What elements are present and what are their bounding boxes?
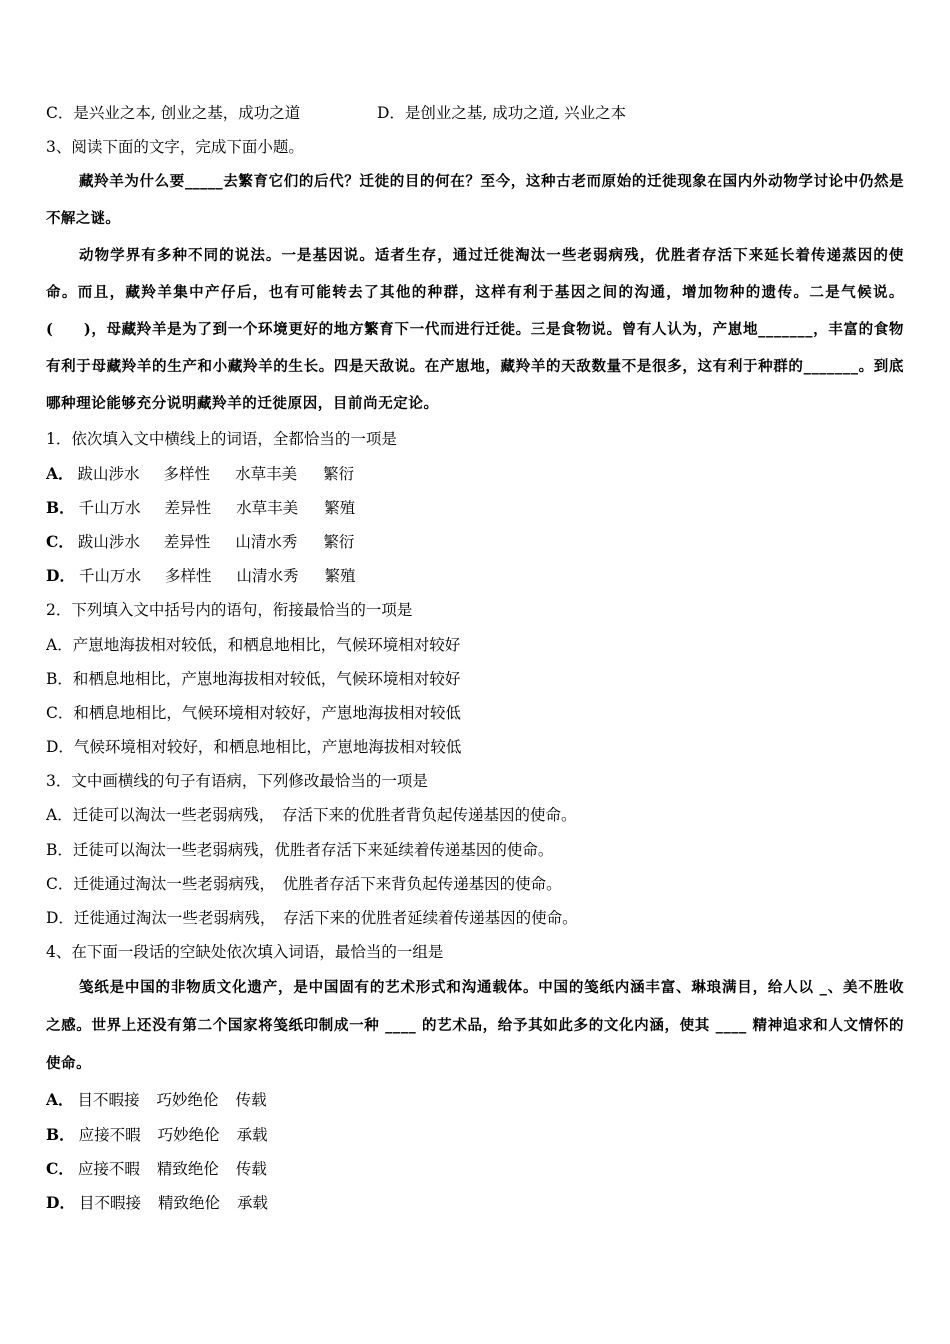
question-2-option-a: A．产崽地海拔相对较低，和栖息地相比，气候环境相对较好 (46, 635, 461, 654)
option-word: 多样性 (164, 567, 212, 586)
option-label: B． (46, 1124, 75, 1144)
question-1-option-d (46, 559, 904, 593)
question-3-option-d: D．迁徙通过淘汰一些老弱病残， 存活下来的优胜者延续着传递基因的使命。 (46, 909, 578, 927)
section-3-intro: 3、阅读下面的文字，完成下面小题。 (46, 138, 304, 157)
option-word: 千山万水 (78, 498, 141, 517)
question-1-option-b (46, 491, 904, 525)
option-word: 繁殖 (324, 498, 356, 517)
option-word: 传载 (235, 1159, 267, 1178)
option-word: 多样性 (163, 464, 211, 483)
option-word: 跋山涉水 (77, 532, 140, 551)
option-word: 水草丰美 (235, 464, 298, 483)
option-word: 千山万水 (78, 567, 141, 586)
option-word: 精致绝伦 (156, 1159, 219, 1178)
option-word: 承载 (236, 1125, 268, 1144)
option-word: 繁衍 (323, 532, 355, 551)
prev-option-c: C．是兴业之本, 创业之基，成功之道 (46, 104, 301, 122)
question-3-stem: 3．文中画横线的句子有语病，下列修改最恰当的一项是 (46, 772, 428, 791)
question-3-option-c: C．迁徙通过淘汰一些老弱病残， 优胜者存活下来背负起传递基因的使命。 (46, 874, 562, 893)
question-4-option-b (46, 1118, 904, 1152)
option-word: 应接不暇 (78, 1125, 141, 1144)
option-word: 水草丰美 (236, 498, 299, 517)
option-word: 山清水秀 (235, 532, 298, 551)
passage-paragraph-1: 藏羚羊为什么要_____去繁育它们的后代？迁徙的目的何在？至今，这种古老而原始的迁徙现象在国内外动物学讨论中仍然是不解之谜。 (46, 173, 904, 227)
question-4-passage: 笺纸是中国的非物质文化遗产，是中国固有的艺术形式和沟通载体。中国的笺纸内涵丰富、琳琅满目，给人以 _、美不胜收之感。世界上还没有第二个国家将笺纸印制成一种 ____ 的艺术品，给予其如此多的文化内涵，使其 ____ 精神追求和人文情怀的使命。 (46, 979, 904, 1073)
option-word: 差异性 (163, 532, 211, 551)
document-page (46, 96, 904, 1220)
option-word: 应接不暇 (77, 1159, 140, 1178)
question-4-option-c (46, 1152, 904, 1186)
option-word: 承载 (236, 1193, 268, 1212)
question-3-option-a: A．迁徒可以淘汰一些老弱病残， 存活下来的优胜者背负起传递基因的使命。 (46, 806, 577, 825)
option-label: A． (46, 463, 74, 483)
option-label: B． (46, 497, 75, 517)
question-3-option-b: B．迁徒可以淘汰一些老弱病残，优胜者存活下来延续着传递基因的使命。 (46, 840, 554, 859)
option-word: 差异性 (164, 498, 212, 517)
question-4-option-a (46, 1083, 904, 1117)
option-label: A． (46, 1090, 74, 1110)
option-word: 巧妙绝伦 (156, 1091, 219, 1110)
question-2-stem: 2．下列填入文中括号内的语句，衔接最恰当的一项是 (46, 601, 413, 620)
question-1-stem: 1．依次填入文中横线上的词语，全都恰当的一项是 (46, 430, 397, 449)
option-label: D． (46, 1192, 75, 1212)
question-4-option-d (46, 1186, 904, 1220)
question-1-option-c (46, 525, 904, 559)
option-label: D． (46, 566, 75, 586)
option-label: C． (46, 1158, 74, 1178)
option-word: 目不暇接 (77, 1091, 140, 1110)
question-2-option-c: C．和栖息地相比，气候环境相对较好，产崽地海拔相对较低 (46, 703, 461, 722)
option-word: 山清水秀 (236, 567, 299, 586)
question-1-option-a (46, 457, 904, 491)
option-word: 繁衍 (323, 464, 355, 483)
option-word: 巧妙绝伦 (157, 1125, 220, 1144)
option-label: C． (46, 531, 74, 551)
question-2-option-d: D．气候环境相对较好，和栖息地相比，产崽地海拔相对较低 (46, 738, 462, 757)
prev-option-d: D．是创业之基, 成功之道, 兴业之本 (377, 104, 627, 122)
option-word: 目不暇接 (78, 1193, 141, 1212)
question-2-option-b: B．和栖息地相比，产崽地海拔相对较低，气候环境相对较好 (46, 669, 461, 688)
option-word: 繁殖 (324, 567, 356, 586)
option-word: 传载 (235, 1091, 267, 1110)
option-word: 精致绝伦 (157, 1193, 220, 1212)
option-word: 跋山涉水 (77, 464, 140, 483)
question-4-stem: 4、在下面一段话的空缺处依次填入词语，最恰当的一组是 (46, 943, 444, 962)
passage-paragraph-2: 动物学界有多种不同的说法。一是基因说。适者生存，通过迁徙淘汰一些老弱病残，优胜者存活下来延长着传递蒸因的使命。而且，藏羚羊集中产仔后，也有可能转去了其他的种群，这样有利于基因之间的沟通，增加物种的遗传。二是气候说。( )，母藏羚羊是为了到一个环境更好的地方繁育下一代而进行迁徙。三是食物说。曾有人认为，产崽地_______，丰富的食物有利于母藏羚羊的生产和小藏羚羊的生长。四是天敌说。在产崽地，藏羚羊的天敌数量不是很多，这有利于种群的_______。到底哪种理论能够充分说明藏羚羊的迁徙原因，目前尚无定论。 (46, 247, 904, 413)
prev-options-row (46, 96, 904, 130)
